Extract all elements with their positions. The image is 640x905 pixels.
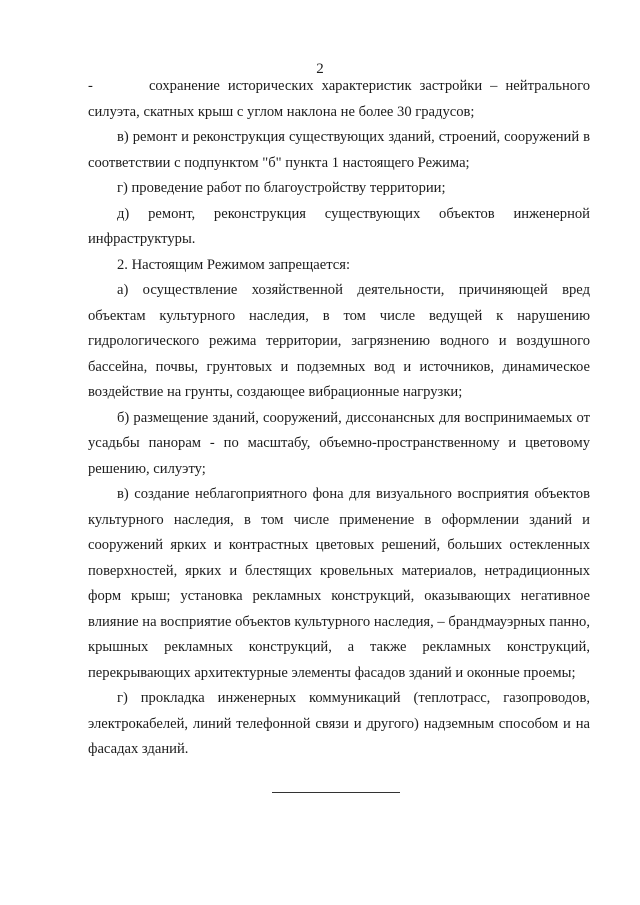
paragraph-preservation: - сохранение исторических характеристик застройки – нейтрального силуэта, скатных крыш с углом наклона не более 30 градусов; (88, 78, 590, 120)
page-number: 2 (316, 61, 324, 77)
paragraph-item-g-landscaping: г) проведение работ по благоустройству территории; (117, 180, 446, 196)
end-rule (272, 792, 400, 793)
paragraph-item-v-unfavorable-background: в) создание неблагоприятного фона для визуального восприятия объектов культурного наследия, в том числе применение в оформлении зданий и сооружений ярких и контрастных цветовых решений, больших остекленных поверхностей, ярких и блестящих кровельных материалов, нетрадиционных форм крыш; установка рекламных конструкций, оказывающих негативное влияние на восприятие объектов культурного наследия, – брандмауэрных панно, крышных рекламных конструкций, а также рекламных конструкций, перекрывающих архитектурные элементы фасадов зданий и оконные проемы; (88, 486, 590, 681)
section-heading-prohibited: 2. Настоящим Режимом запрещается: (117, 256, 350, 273)
paragraph-item-d-infrastructure: д) ремонт, реконструкция существующих объектов инженерной инфраструктуры. (88, 205, 590, 247)
paragraph-item-a-economic-activity: а) осуществление хозяйственной деятельности, причиняющей вред объектам культурного наследия, в том числе ведущей к нарушению гидрологического режима территории, загрязнению водного и воздушного бассейна, почвы, грунтовых и подземных вод и источников, динамическое воздействие на грунты, создающее вибрационные нагрузки; (88, 282, 590, 400)
document-body (88, 74, 590, 763)
paragraph-item-g-utilities: г) прокладка инженерных коммуникаций (теплотрасс, газопроводов, электрокабелей, линий телефонной связи и другого) надземным способом и на фасадах зданий. (88, 690, 590, 757)
paragraph-item-b-dissonant-buildings: б) размещение зданий, сооружений, диссонансных для воспринимаемых от усадьбы панорам - по масштабу, объемно-пространственному и цветовому решению, силуэту; (88, 409, 590, 477)
paragraph-item-v-repair: в) ремонт и реконструкция существующих зданий, строений, сооружений в соответствии с подпунктом "б" пункта 1 настоящего Режима; (88, 129, 590, 171)
